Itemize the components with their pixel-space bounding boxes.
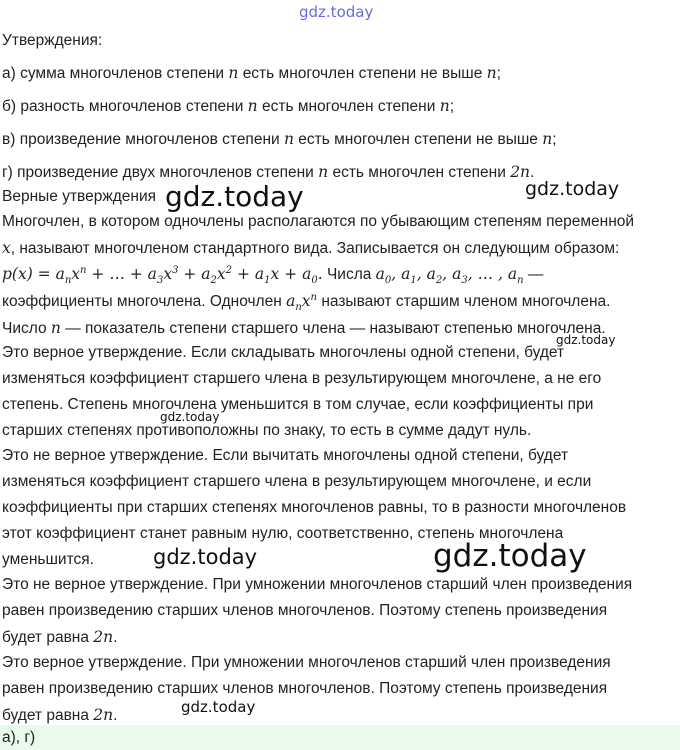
final-answer: а), г) bbox=[2, 729, 36, 746]
watermark-small-2: gdz.today bbox=[160, 410, 220, 424]
theory-line-5: Число n — показатель степени старшего члена — называют степенью многочлена. bbox=[2, 319, 606, 337]
explain-b-line-2: изменяться коэффициент старшего члена в результирующем многочлене, и если bbox=[2, 473, 592, 490]
explain-b-line-3: коэффициенты при старших степенях многочленов равны, то в разности многочленов bbox=[2, 499, 627, 516]
theory-line-4: коэффициенты многочлена. Одночлен $a_nx^n$ называют старшим членом многочлена. bbox=[2, 291, 611, 314]
explain-a-line-3: степень. Степень многочлена уменьшится в том случае, если коэффициенты при bbox=[2, 396, 594, 413]
explain-v-line-2: равен произведению старших членов многочленов. Поэтому степень произведения bbox=[2, 602, 608, 619]
watermark-medium-1: gdz.today bbox=[525, 178, 620, 200]
polynomial-formula: $p(x) = a_nx^n$ + … + $a_3x^3 + a_2x^2 + a_1x + a_0$. bbox=[2, 264, 323, 287]
explain-a-line-1: Это верное утверждение. Если складывать многочлены одной степени, будет bbox=[2, 344, 565, 361]
watermark-small-3: gdz.today bbox=[181, 698, 256, 716]
watermark-large-1: gdz.today bbox=[165, 180, 304, 213]
explain-a-line-2: изменяться коэффициент старшего члена в результирующем многочлене, а не его bbox=[2, 370, 602, 387]
explain-g-line-3: будет равна 2n. bbox=[2, 706, 118, 724]
explain-g-line-2: равен произведению старших членов многочленов. Поэтому степень произведения bbox=[2, 680, 608, 697]
watermark-medium-2: gdz.today bbox=[153, 545, 258, 569]
answer-heading: Верные утверждения bbox=[2, 188, 157, 205]
explain-v-line-3: будет равна 2n. bbox=[2, 628, 118, 646]
watermark-small-1: gdz.today bbox=[556, 333, 616, 347]
final-answer-bar bbox=[0, 725, 680, 750]
statements-heading: Утверждения: bbox=[2, 32, 103, 49]
statement-v: в) произведение многочленов степени n есть многочлен степени не выше n; bbox=[2, 130, 557, 148]
explain-g-line-1: Это верное утверждение. При умножении многочленов старший член произведения bbox=[2, 654, 611, 671]
theory-line-1: Многочлен, в котором одночлены располагаются по убывающим степеням переменной bbox=[2, 213, 635, 230]
watermark-top: gdz.today bbox=[299, 3, 374, 21]
explain-a-line-4: старших степенях противоположны по знаку, то есть в сумме дадут нуль. bbox=[2, 422, 532, 439]
explain-b-line-1: Это не верное утверждение. Если вычитать многочлены одной степени, будет bbox=[2, 447, 569, 464]
explain-b-line-5: уменьшится. bbox=[2, 551, 94, 568]
explain-b-line-4: этот коэффициент станет равным нулю, соответственно, степень многочлена bbox=[2, 525, 564, 542]
statement-a: а) сумма многочленов степени n есть многочлен степени не выше n; bbox=[2, 64, 501, 82]
statement-g: г) произведение двух многочленов степени n есть многочлен степени 2n. bbox=[2, 163, 535, 181]
statement-b: б) разность многочленов степени n есть многочлен степени n; bbox=[2, 97, 454, 115]
explain-v-line-1: Это не верное утверждение. При умножении многочленов старший член произведения bbox=[2, 576, 633, 593]
theory-formula-line: $p(x) = a_nx^n$ + … + $a_3x^3 + a_2x^2 + a_1x + a_0$. Числа $a_0$, $a_1$, $a_2$, $a_3$, … , $a_n$ — bbox=[2, 264, 544, 287]
theory-line-2: x, называют многочленом стандартного вида. Записывается он следующим образом: bbox=[2, 239, 620, 257]
watermark-large-2: gdz.today bbox=[433, 538, 587, 574]
